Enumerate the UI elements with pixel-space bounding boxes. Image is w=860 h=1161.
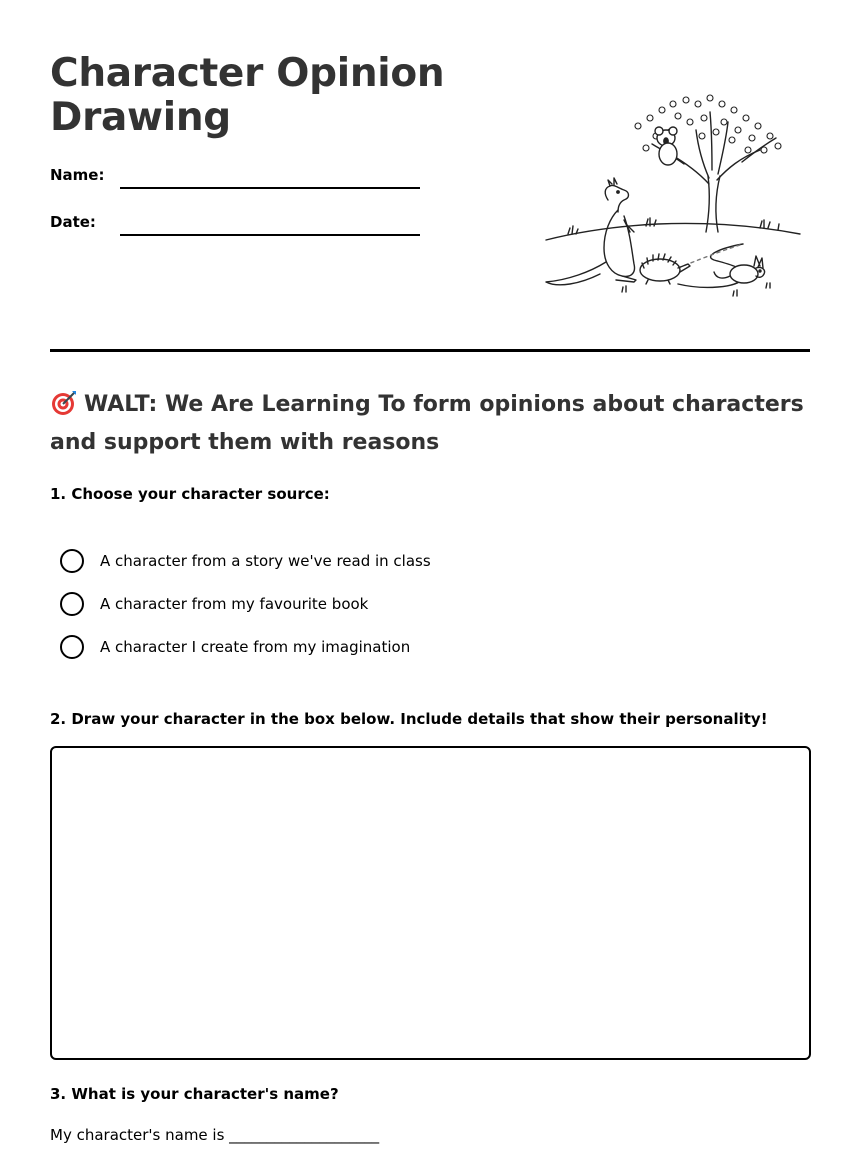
radio-button[interactable] [60, 635, 84, 659]
option-label: A character from a story we've read in class [100, 552, 431, 570]
walt-heading [50, 386, 820, 462]
walt-text: WALT: We Are Learning To form opinions about characters and support them with reasons [50, 392, 804, 455]
drawing-box[interactable] [50, 746, 811, 1060]
worksheet-title: Character Opinion Drawing [50, 51, 445, 140]
radio-button[interactable] [60, 592, 84, 616]
target-dart-icon [50, 389, 78, 417]
option-favourite-book[interactable] [60, 591, 368, 617]
name-line[interactable] [120, 187, 420, 189]
character-name-sentence[interactable]: My character's name is ____________________ [50, 1126, 380, 1144]
australian-animals-illustration [538, 92, 808, 302]
section-divider [50, 349, 810, 352]
option-imagination[interactable] [60, 634, 410, 660]
date-label: Date: [50, 213, 96, 231]
question-3-label: 3. What is your character's name? [50, 1085, 339, 1103]
option-label: A character from my favourite book [100, 595, 369, 613]
option-label: A character I create from my imagination [100, 638, 411, 656]
date-line[interactable] [120, 234, 420, 236]
question-2-label: 2. Draw your character in the box below. Include details that show their personality! [50, 710, 768, 728]
radio-button[interactable] [60, 549, 84, 573]
name-label: Name: [50, 166, 105, 184]
question-1-label: 1. Choose your character source: [50, 485, 330, 503]
option-story-from-class[interactable] [60, 548, 431, 574]
